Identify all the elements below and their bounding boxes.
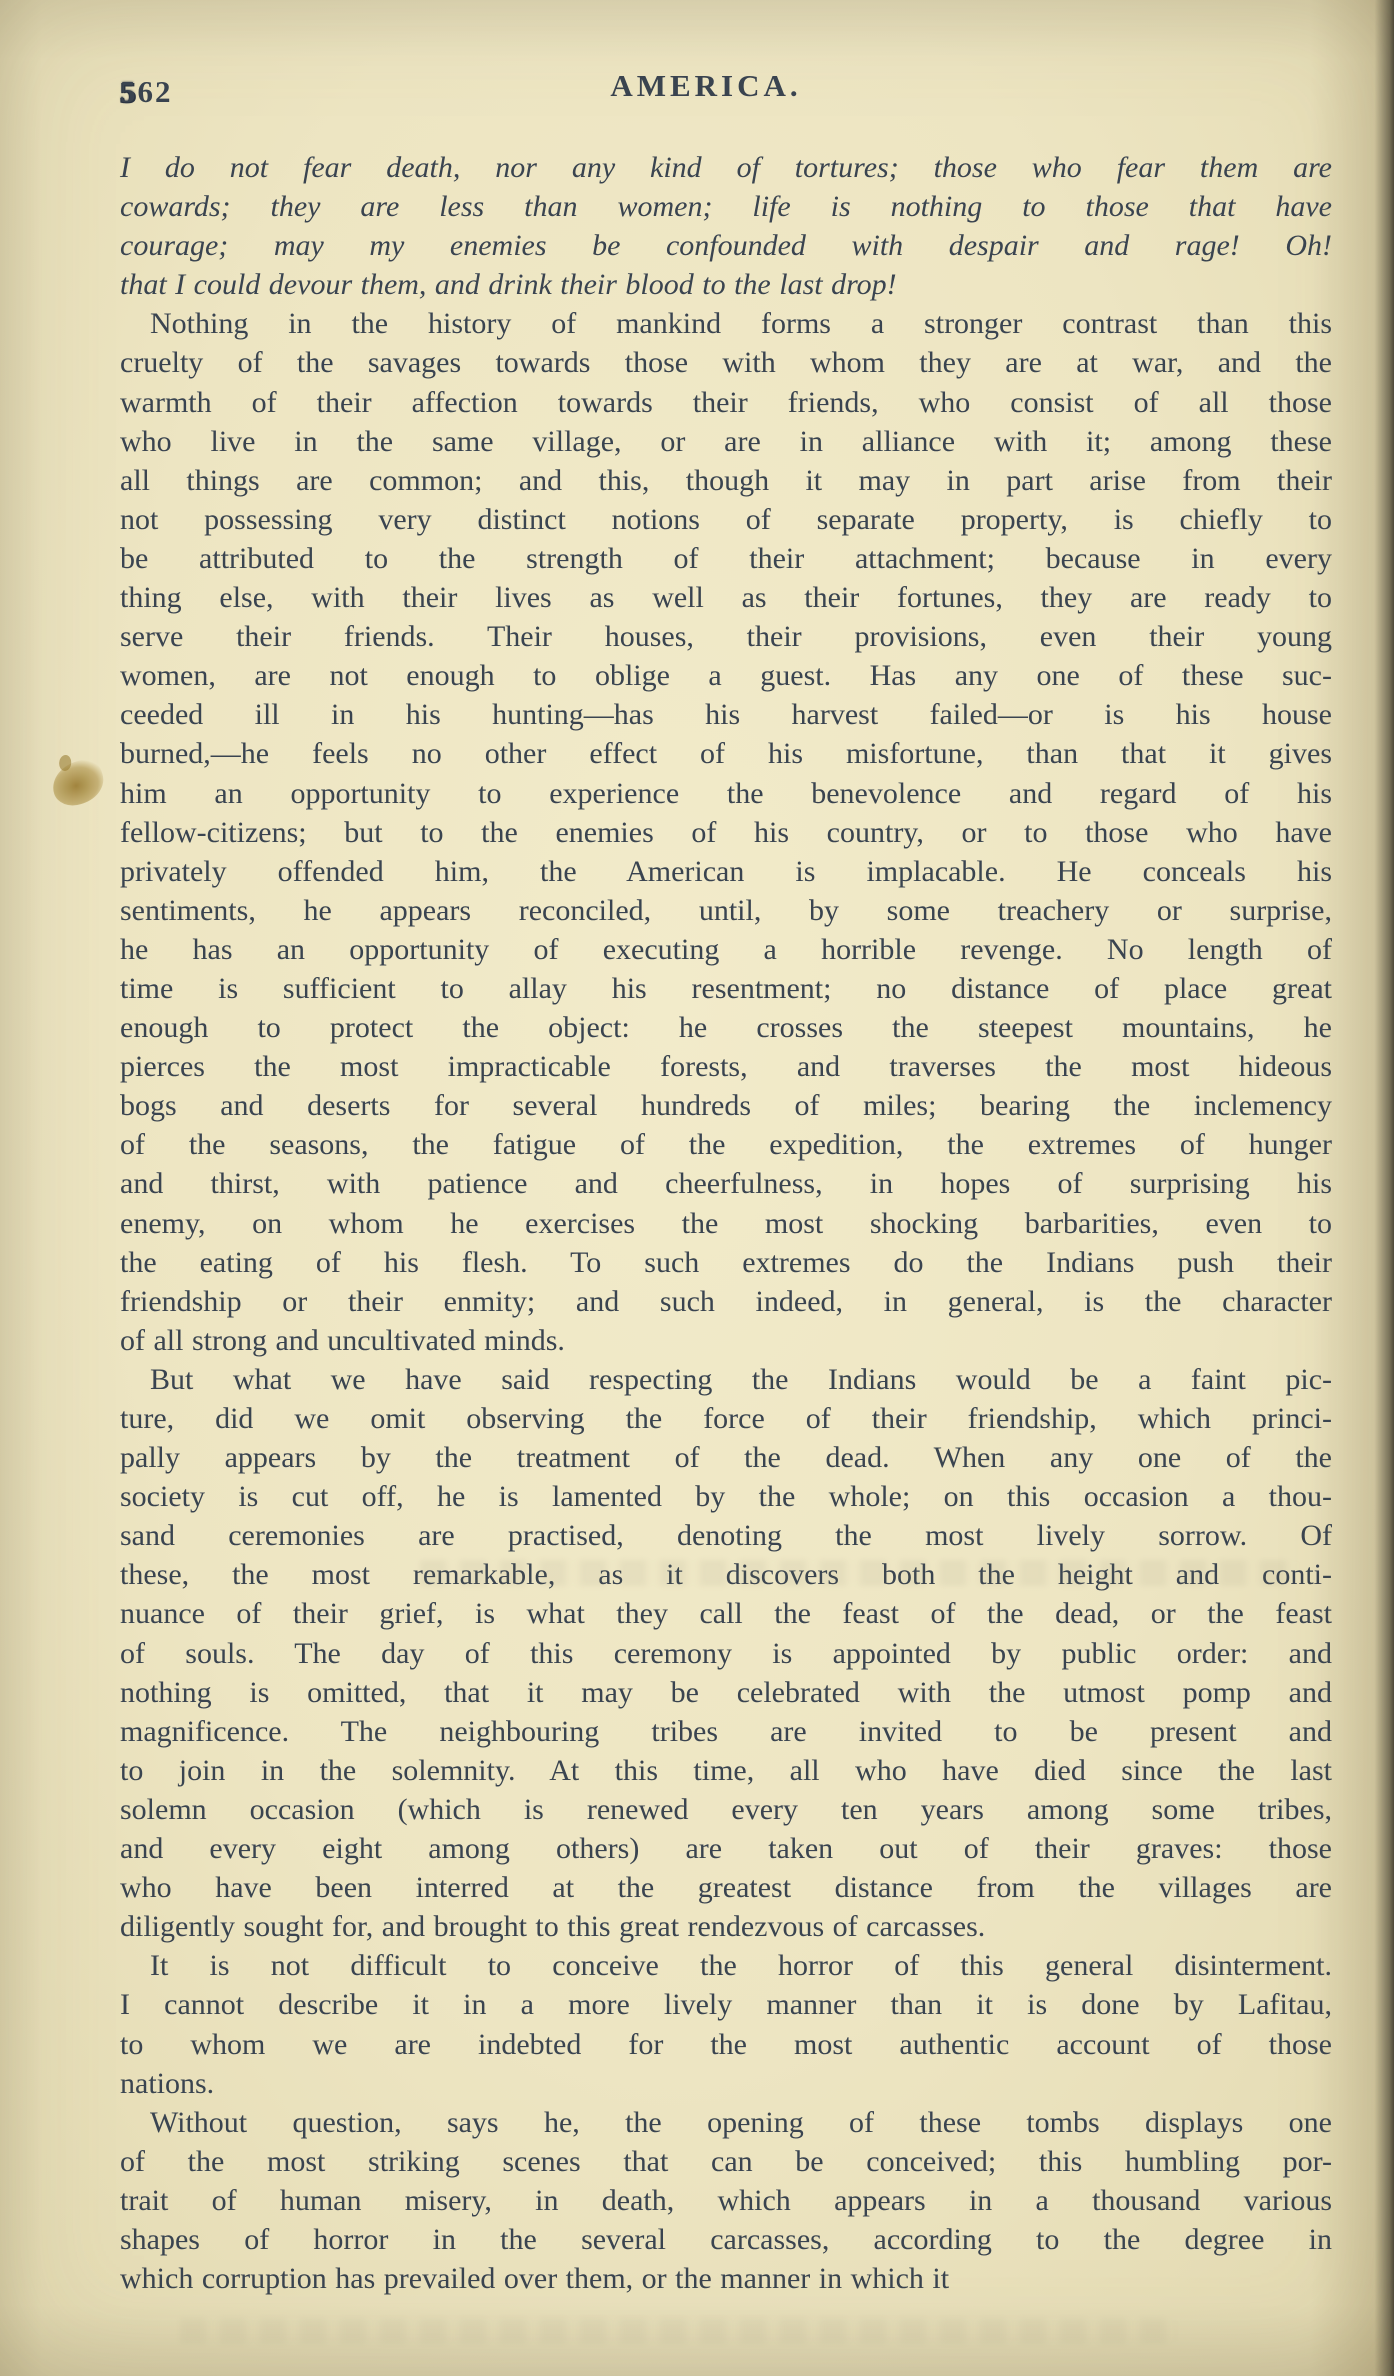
text-line: not possessing very distinct notions of separate property, is chiefly to <box>120 502 1332 536</box>
text-line: to whom we are indebted for the most authentic account of those <box>120 2027 1332 2061</box>
text-line: nothing is omitted, that it may be celebrated with the utmost pomp and <box>120 1675 1332 1709</box>
verso-showthrough <box>180 2318 1180 2344</box>
text-line: him an opportunity to experience the benevolence and regard of his <box>120 776 1332 810</box>
page-header <box>120 68 1332 110</box>
text-line: the eating of his flesh. To such extremes do the Indians push their <box>120 1245 1332 1279</box>
text-line: of souls. The day of this ceremony is appointed by public order: and <box>120 1636 1332 1670</box>
text-line: he has an opportunity of executing a horrible revenge. No length of <box>120 932 1332 966</box>
paragraph <box>120 1360 1332 1946</box>
text-line: courage; may my enemies be confounded with despair and rage! Oh! <box>120 229 1332 263</box>
page-number: 562 <box>120 74 173 109</box>
text-line: bogs and deserts for several hundreds of miles; bearing the inclemency <box>120 1089 1332 1123</box>
text-line: and every eight among others) are taken out of their graves: those <box>120 1832 1332 1866</box>
text-line: society is cut off, he is lamented by the whole; on this occasion a thou- <box>120 1480 1332 1514</box>
text-line: and thirst, with patience and cheerfulness, in hopes of surprising his <box>120 1167 1332 1201</box>
text-line: diligently sought for, and brought to this great rendezvous of carcasses. <box>120 1910 986 1944</box>
text-line: who have been interred at the greatest distance from the villages are <box>120 1871 1332 1905</box>
text-line: friendship or their enmity; and such indeed, in general, is the character <box>120 1284 1332 1318</box>
paragraph <box>120 148 1332 304</box>
text-line: solemn occasion (which is renewed every ten years among some tribes, <box>120 1792 1332 1826</box>
text-line: burned,—he feels no other effect of his misfortune, than that it gives <box>120 737 1332 771</box>
text-line: time is sufficient to allay his resentment; no distance of place great <box>120 971 1332 1005</box>
text-line: sand ceremonies are practised, denoting the most lively sorrow. Of <box>120 1519 1332 1553</box>
running-header-title: AMERICA. <box>610 68 802 103</box>
text-line: of all strong and uncultivated minds. <box>120 1323 565 1357</box>
text-line: which corruption has prevailed over them, or the manner in which it <box>120 2262 950 2296</box>
text-line: all things are common; and this, though it may in part arise from their <box>120 463 1332 497</box>
text-line: that I could devour them, and drink their blood to the last drop! <box>120 268 897 302</box>
text-line: I cannot describe it in a more lively manner than it is done by Lafitau, <box>120 1988 1332 2022</box>
text-line: ceeded ill in his hunting—has his harvest failed—or is his house <box>120 698 1332 732</box>
text-line: to join in the solemnity. At this time, all who have died since the last <box>120 1753 1332 1787</box>
text-line: sentiments, he appears reconciled, until, by some treachery or surprise, <box>120 893 1332 927</box>
text-line: nations. <box>120 2066 215 2100</box>
paragraph <box>120 304 1332 1360</box>
text-line: But what we have said respecting the Indians would be a faint pic- <box>150 1362 1332 1396</box>
text-line: ture, did we omit observing the force of their friendship, which princi- <box>120 1402 1332 1435</box>
text-line: Without question, says he, the opening of these tombs displays one <box>150 2105 1332 2139</box>
text-line: pally appears by the treatment of the dead. When any one of the <box>120 1441 1332 1475</box>
text-line: shapes of horror in the several carcasses, according to the degree in <box>120 2222 1332 2256</box>
text-line: enough to protect the object: he crosses the steepest mountains, he <box>120 1011 1332 1045</box>
text-line: of the seasons, the fatigue of the expedition, the extremes of hunger <box>120 1128 1332 1162</box>
paragraph <box>120 1946 1332 2102</box>
text-line: be attributed to the strength of their attachment; because in every <box>120 541 1332 575</box>
text-line: trait of human misery, in death, which appears in a thousand various <box>120 2183 1332 2217</box>
text-line: It is not difficult to conceive the horror of this general disinterment. <box>150 1949 1332 1983</box>
text-line: privately offended him, the American is implacable. He conceals his <box>120 854 1332 888</box>
text-line: women, are not enough to oblige a guest. Has any one of these suc- <box>120 659 1332 693</box>
text-line: of the most striking scenes that can be conceived; this humbling por- <box>120 2144 1332 2178</box>
text-block <box>120 148 1332 2298</box>
text-line: cowards; they are less than women; life is nothing to those that have <box>120 190 1332 224</box>
text-line: who live in the same village, or are in alliance with it; among these <box>120 424 1332 458</box>
text-line: warmth of their affection towards their friends, who consist of all those <box>120 385 1332 419</box>
text-line: Nothing in the history of mankind forms a stronger contrast than this <box>150 307 1332 341</box>
text-line: pierces the most impracticable forests, and traverses the most hideous <box>120 1050 1332 1084</box>
text-line: serve their friends. Their houses, their provisions, even their young <box>120 620 1332 654</box>
paper-stain <box>47 755 109 811</box>
text-line: magnificence. The neighbouring tribes are invited to be present and <box>120 1714 1332 1748</box>
text-line: these, the most remarkable, as it discovers both the height and conti- <box>120 1558 1332 1592</box>
text-line: nuance of their grief, is what they call the feast of the dead, or the feast <box>120 1597 1332 1631</box>
text-line: enemy, on whom he exercises the most shocking barbarities, even to <box>120 1206 1332 1240</box>
text-line: fellow-citizens; but to the enemies of his country, or to those who have <box>120 815 1332 849</box>
text-line: thing else, with their lives as well as their fortunes, they are ready to <box>120 581 1332 615</box>
text-line: cruelty of the savages towards those with whom they are at war, and the <box>120 346 1332 380</box>
text-line: I do not fear death, nor any kind of tortures; those who fear them are <box>120 151 1332 184</box>
paragraph <box>120 2103 1332 2298</box>
